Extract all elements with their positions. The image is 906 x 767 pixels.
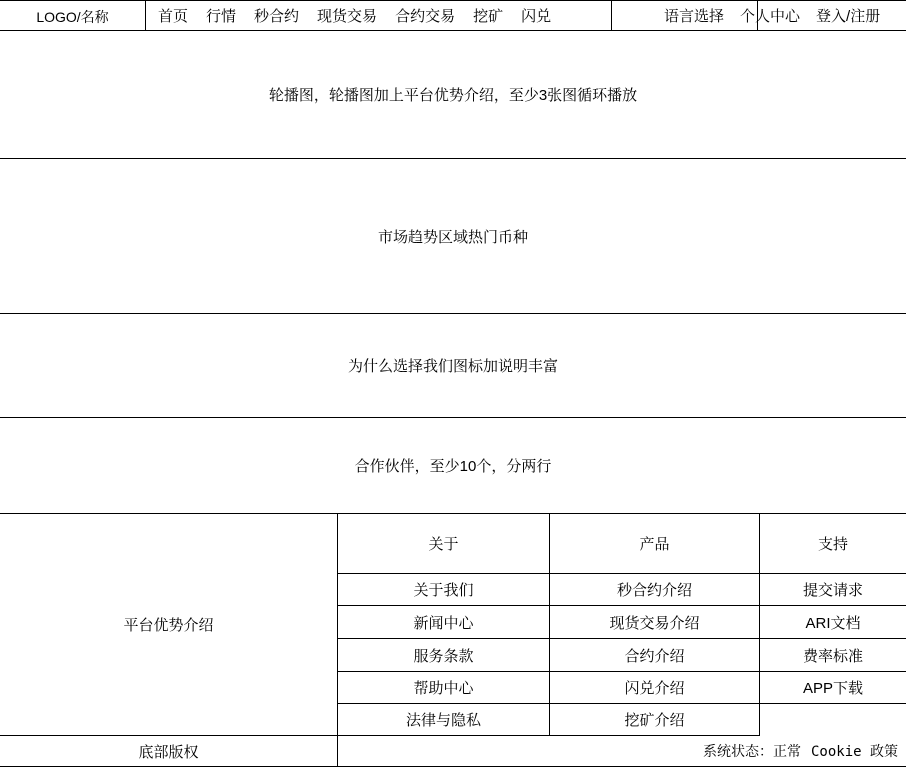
header-divider [757,1,758,32]
system-status-text: 系统状态：正常 [702,744,801,760]
partners-placeholder-text: 合作伙伴，至少10个，分两行 [354,458,552,475]
main-nav [146,1,612,32]
cookie-policy-link[interactable]: Cookie 政策 [810,744,898,760]
why-choose-us-placeholder-text: 为什么选择我们图标加说明丰富 [347,358,558,375]
partners-section[interactable] [0,418,906,514]
nav-item-swap[interactable]: 闪兑 [521,8,552,25]
footer-col-title-text: 产品 [639,536,670,553]
footer-col-products-title [550,514,760,574]
copyright-block [0,736,338,767]
footer-link-text: 现货交易介绍 [609,614,700,632]
footer-col-about-title [338,514,550,574]
footer-link-about-us[interactable] [338,574,550,606]
footer-link-api-docs[interactable] [760,606,906,639]
footer-link-text: 秒合约介绍 [616,582,692,599]
footer-link-text: ARI文档 [805,614,861,632]
footer-link-text: APP下载 [802,680,863,697]
footer-link-text: 服务条款 [413,647,474,665]
footer-link-text: 挖矿介绍 [624,712,685,729]
footer-link-legal-privacy[interactable] [338,704,550,736]
footer-link-contract-intro[interactable] [550,639,760,672]
site-header [0,0,906,31]
language-selector[interactable]: 语言选择 [664,8,725,25]
footer-link-text: 合约介绍 [624,647,685,665]
nav-item-home[interactable]: 首页 [158,8,189,25]
nav-item-second-contract[interactable]: 秒合约 [254,8,300,25]
footer-link-second-contract-intro[interactable] [550,574,760,606]
footer-link-text: 法律与隐私 [405,712,481,729]
footer-col-title-text: 支持 [817,536,848,553]
footer-link-fee-standard[interactable] [760,639,906,672]
why-choose-us-section[interactable] [0,314,906,418]
footer-link-help-center[interactable] [338,672,550,704]
login-register-link[interactable]: 登入/注册 [816,8,881,25]
footer-col-title-text: 关于 [428,536,459,553]
nav-item-markets[interactable]: 行情 [206,8,237,25]
header-actions [612,1,906,32]
carousel-section[interactable] [0,31,906,159]
footer-link-text: 提交请求 [802,582,863,599]
footer-link-submit-request[interactable] [760,574,906,606]
logo[interactable]: LOGO/名称 [0,1,146,32]
footer-link-swap-intro[interactable] [550,672,760,704]
carousel-placeholder-text: 轮播图，轮播图加上平台优势介绍，至少3张图循环播放 [268,87,638,104]
footer-link-text: 新闻中心 [413,614,474,632]
footer-link-spot-trading-intro[interactable] [550,606,760,639]
footer-col-support-title [760,514,906,574]
nav-item-spot-trading[interactable]: 现货交易 [317,8,378,25]
footer-link-text: 帮助中心 [413,680,474,697]
user-center-link[interactable]: 个人中心 [740,8,801,25]
copyright-text: 底部版权 [138,743,199,761]
bottom-status-bar [338,736,906,767]
footer-link-app-download[interactable] [760,672,906,704]
platform-intro-block [0,514,338,736]
market-trend-placeholder-text: 市场趋势区域热门币种 [377,228,528,246]
footer-link-mining-intro[interactable] [550,704,760,736]
market-trend-section[interactable] [0,159,906,314]
nav-item-contract-trading[interactable]: 合约交易 [395,8,456,25]
footer-link-text: 闪兑介绍 [624,680,685,697]
footer-link-terms[interactable] [338,639,550,672]
footer-link-text: 费率标准 [802,647,863,665]
footer-link-news-center[interactable] [338,606,550,639]
nav-item-mining[interactable]: 挖矿 [473,8,504,25]
footer-link-text: 关于我们 [413,582,474,599]
platform-intro-label: 平台优势介绍 [123,617,214,634]
